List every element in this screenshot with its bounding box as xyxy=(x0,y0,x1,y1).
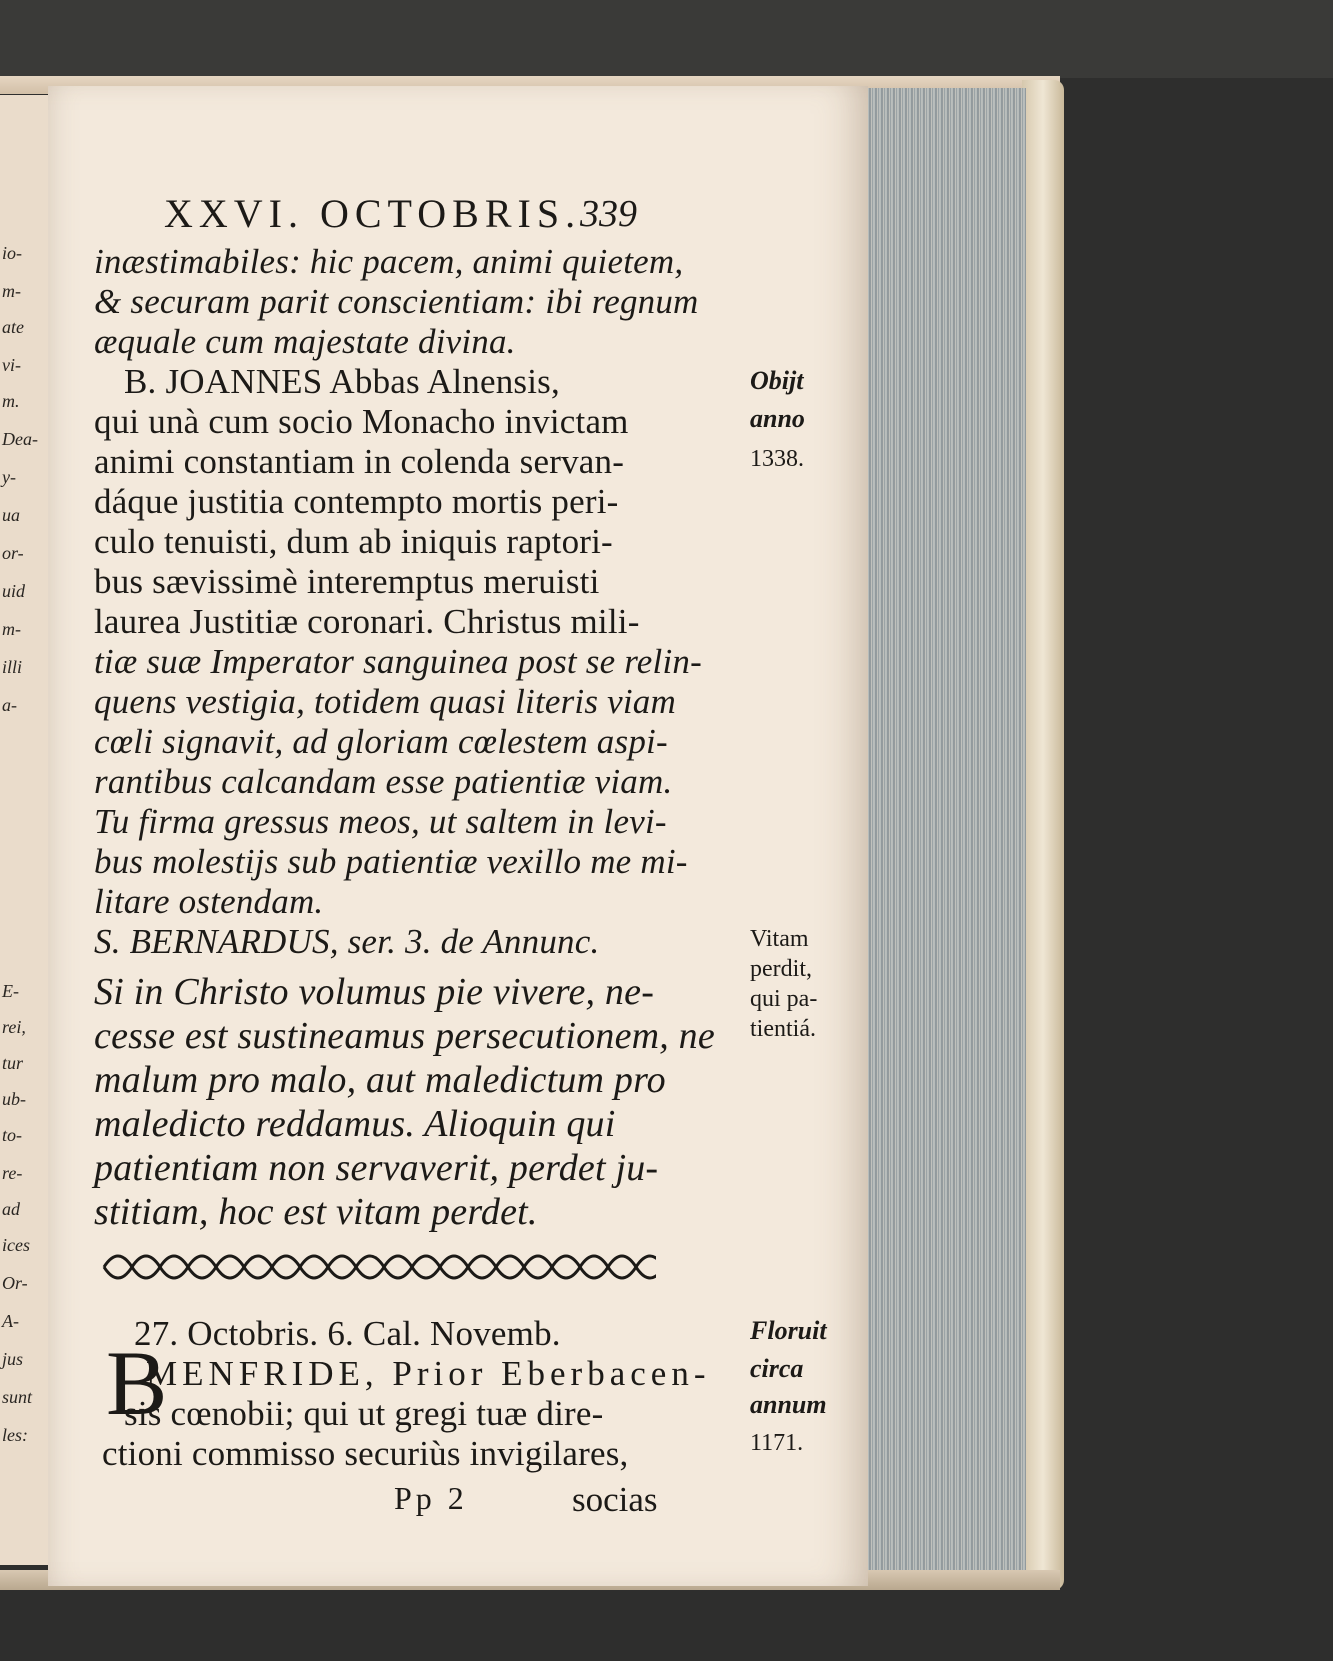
quote-line: cesse est sustineamus persecutionem, ne xyxy=(94,1015,715,1057)
signature-mark: Pp 2 xyxy=(394,1480,468,1516)
text-line: dáque justitia contempto mortis peri- xyxy=(94,482,619,521)
left-fragment: to- xyxy=(2,1125,22,1145)
margin-note: 1338. xyxy=(750,446,804,472)
left-fragment: a- xyxy=(2,695,17,715)
left-fragment: Or- xyxy=(2,1273,28,1293)
text-line: inæstimabiles: hic pacem, animi quietem, xyxy=(94,242,684,281)
left-fragment: re- xyxy=(2,1163,23,1183)
text-line: sis cœnobii; qui ut gregi tuæ dire- xyxy=(124,1394,604,1433)
left-fragment: ad xyxy=(2,1199,20,1219)
left-fragment: vi- xyxy=(2,355,21,375)
text-line: laurea Justitiæ coronari. Christus mili- xyxy=(94,602,640,641)
date-heading: 27. Octobris. 6. Cal. Novemb. xyxy=(134,1314,561,1353)
catchword: socias xyxy=(572,1480,658,1519)
text-line: litare ostendam. xyxy=(94,882,324,921)
book-fore-edge xyxy=(866,88,1026,1578)
left-fragment: les: xyxy=(2,1425,28,1445)
text-line: quens vestigia, totidem quasi literis viam xyxy=(94,682,676,721)
margin-note: Floruit xyxy=(750,1316,827,1345)
left-fragment: ices xyxy=(2,1235,30,1255)
drop-cap: B xyxy=(106,1332,168,1434)
text-line: ctioni commisso securiùs invigilares, xyxy=(102,1434,629,1473)
quote-line: malum pro malo, aut maledictum pro xyxy=(94,1059,666,1101)
text-line: animi constantiam in colenda servan- xyxy=(94,442,625,481)
left-fragment: ate xyxy=(2,317,24,337)
text-line: bus molestijs sub patientiæ vexillo me mi- xyxy=(94,842,688,881)
margin-note: qui pa- xyxy=(750,986,818,1012)
quote-line: maledicto reddamus. Alioquin qui xyxy=(94,1103,616,1145)
margin-note: Obijt xyxy=(750,366,804,395)
left-fragment: rei, xyxy=(2,1017,26,1037)
running-header: XXVI. OCTOBRIS. xyxy=(164,191,582,236)
book-cover-edge xyxy=(1022,80,1064,1590)
margin-note: 1171. xyxy=(750,1430,804,1456)
left-fragment: uid xyxy=(2,581,26,601)
left-fragment: m- xyxy=(2,281,21,301)
left-fragment: io- xyxy=(2,243,22,263)
left-fragment: or- xyxy=(2,543,24,563)
page-number: 339 xyxy=(580,193,637,235)
left-fragment: E- xyxy=(2,981,19,1001)
backdrop xyxy=(0,0,1333,78)
left-fragment: ub- xyxy=(2,1089,26,1109)
left-fragment: m- xyxy=(2,619,21,639)
citation-line: S. BERNARDUS, ser. 3. de Annunc. xyxy=(94,922,600,961)
left-fragment: sunt xyxy=(2,1387,33,1407)
decorative-ornament-band xyxy=(100,1240,656,1294)
margin-note: Vitam xyxy=(750,926,809,952)
text-line: Tu firma gressus meos, ut saltem in levi- xyxy=(94,802,667,841)
left-fragment: y- xyxy=(2,467,16,487)
left-fragment: ua xyxy=(2,505,20,525)
text-line: & securam parit conscientiam: ibi regnum xyxy=(94,282,699,321)
text-line: bus sævissimè interemptus meruisti xyxy=(94,562,600,601)
quote-line: stitiam, hoc est vitam perdet. xyxy=(94,1191,538,1233)
left-fragment: A- xyxy=(2,1311,19,1331)
left-fragment: Dea- xyxy=(2,429,38,449)
text-line: MENFRIDE, Prior Eberbacen- xyxy=(146,1354,711,1393)
left-fragment: tur xyxy=(2,1053,24,1073)
text-line: rantibus calcandam esse patientiæ viam. xyxy=(94,762,673,801)
quote-line: Si in Christo volumus pie vivere, ne- xyxy=(94,971,655,1013)
text-line: æquale cum majestate divina. xyxy=(94,322,516,361)
text-line: B. JOANNES Abbas Alnensis, xyxy=(124,362,560,401)
text-line: tiæ suæ Imperator sanguinea post se relin- xyxy=(94,642,702,681)
margin-note: perdit, xyxy=(750,956,812,982)
left-fragment: illi xyxy=(2,657,23,677)
quote-line: patientiam non servaverit, perdet ju- xyxy=(94,1147,659,1189)
margin-note: anno xyxy=(750,404,805,433)
text-line: culo tenuisti, dum ab iniquis raptori- xyxy=(94,522,613,561)
margin-note: annum xyxy=(750,1390,827,1419)
margin-note: circa xyxy=(750,1354,804,1383)
text-line: cœli signavit, ad gloriam cœlestem aspi- xyxy=(94,722,668,761)
left-fragment: m. xyxy=(2,391,20,411)
margin-note: tientiá. xyxy=(750,1016,816,1042)
previous-page-sliver xyxy=(0,95,52,1565)
text-line: qui unà cum socio Monacho invictam xyxy=(94,402,629,441)
left-fragment: jus xyxy=(2,1349,24,1369)
